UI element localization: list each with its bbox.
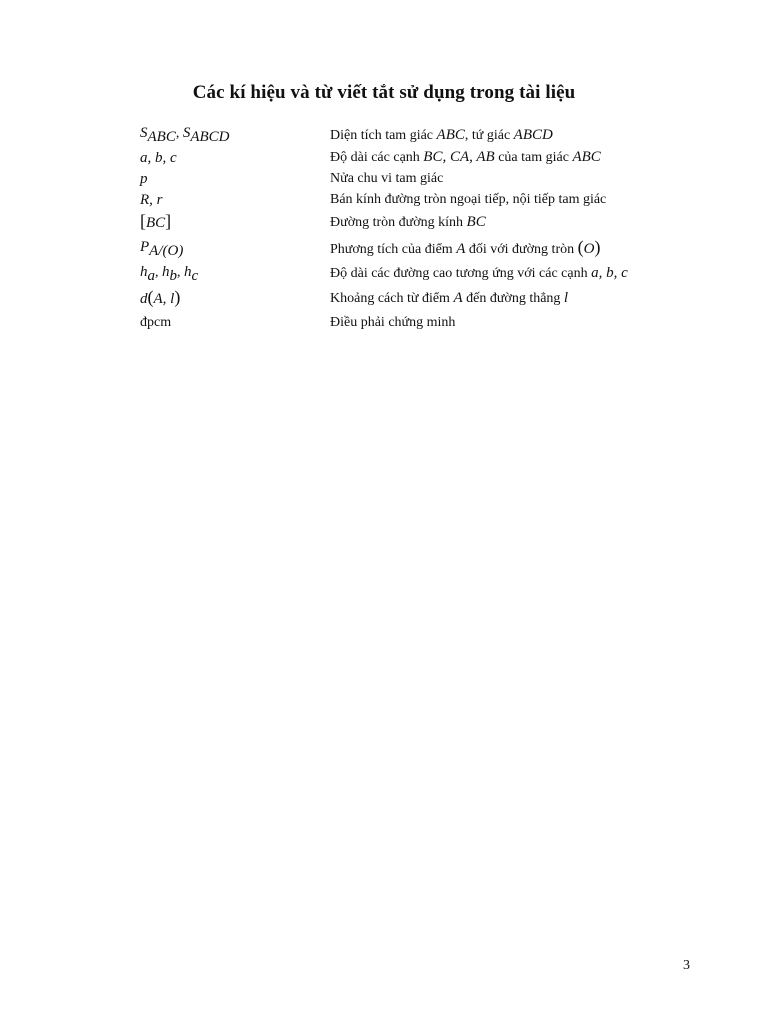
page-title: Các kí hiệu và từ viết tắt sử dụng trong tài liệu <box>192 82 576 103</box>
notation-symbol: $h_a$, $h_b$, $h_c$ <box>140 263 199 284</box>
notation-symbol: a, b, c <box>140 149 177 166</box>
notation-row-diameter-circle <box>140 210 700 235</box>
notation-description: Phương tích của điểm A đối với đường tròn (O) <box>330 237 601 257</box>
notation-symbol: [BC] <box>140 211 172 231</box>
notation-symbol: đpcm <box>140 315 172 330</box>
notation-symbol: R, r <box>140 191 163 208</box>
notation-description: Khoảng cách từ điểm A đến đường thẳng l <box>330 290 569 306</box>
notation-row-qed <box>140 312 700 334</box>
notation-table <box>140 123 700 334</box>
notation-description: Điều phải chứng minh <box>330 315 456 330</box>
notation-row-power-of-point <box>140 235 700 262</box>
notation-symbol: d(A, l) <box>140 287 181 307</box>
notation-row-semiperimeter <box>140 168 700 189</box>
notation-description: Độ dài các cạnh BC, CA, AB của tam giác ABC <box>330 149 601 165</box>
notation-description: Đường tròn đường kính BC <box>330 214 486 230</box>
notation-row-altitudes <box>140 262 700 285</box>
notation-row-radii <box>140 189 700 210</box>
notation-symbol: $P_{A/(O)}$ <box>140 238 184 259</box>
notation-description: Diện tích tam giác ABC, tứ giác ABCD <box>330 126 553 143</box>
notation-description: Bán kính đường tròn ngoại tiếp, nội tiếp tam giác <box>330 191 607 207</box>
notation-description: Độ dài các đường cao tương ứng với các cạnh a, b, c <box>330 265 628 281</box>
notation-symbol: p <box>140 170 148 187</box>
notation-row-area <box>140 123 700 147</box>
notation-symbol: $S_{ABC}$, $S_{ABCD}$ <box>140 125 230 145</box>
notation-description: Nửa chu vi tam giác <box>330 170 444 186</box>
page-number: 3 <box>683 958 690 973</box>
notation-row-distance <box>140 285 700 312</box>
notation-row-sides <box>140 147 700 168</box>
